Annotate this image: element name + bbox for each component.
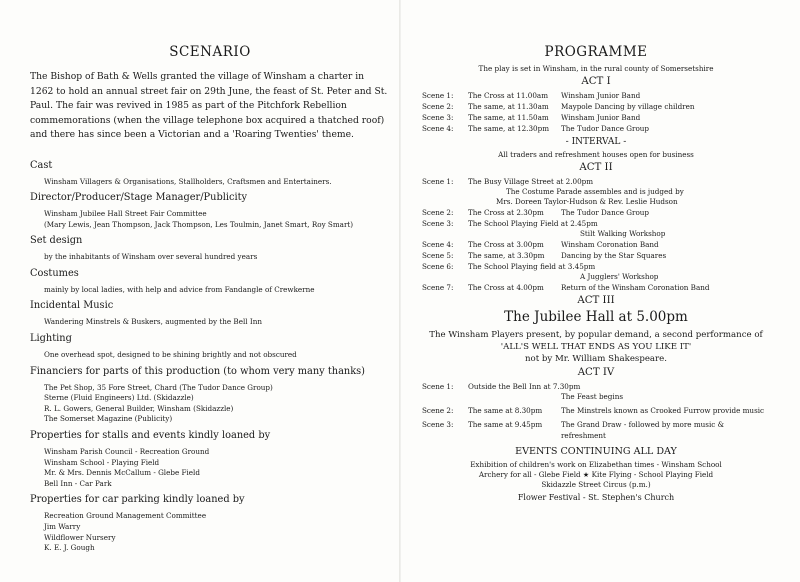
programme-setting: The play is set in Winsham, in the rural county of Somersetshire xyxy=(478,64,714,73)
act4-scene: Scene 1: Outside the Bell Inn at 7.30pm xyxy=(422,382,581,391)
act2-scene3-detail: Stilt Walking Workshop xyxy=(580,229,666,238)
act2-scene: Scene 6: The School Playing field at 3.45pm xyxy=(422,262,596,271)
act1-scene: Scene 4: The same, at 12.30pm The Tudor Dance Group xyxy=(422,124,650,133)
act4-title: ACT IV xyxy=(577,367,615,378)
section-item: Jim Warry xyxy=(44,522,81,531)
section-item: Winsham School - Playing Field xyxy=(44,457,160,467)
act2-scene: Scene 7: The Cross at 4.00pm Return of the Winsham Coronation Band xyxy=(422,283,710,292)
all-day-line: Exhibition of children's work on Elizabethan times - Winsham School xyxy=(470,460,722,469)
act3-line3: not by Mr. William Shakespeare. xyxy=(525,354,667,364)
section-item: Wildflower Nursery xyxy=(44,532,116,542)
act2-scene: Scene 5: The same, at 3.30pm Dancing by the Star Squares xyxy=(422,251,667,260)
section-item: Sterne (Fluid Engineers) Ltd. (Skidazzle) xyxy=(44,393,194,403)
section-heading: Properties for stalls and events kindly loaned by xyxy=(30,430,271,442)
section-item: Wandering Minstrels & Buskers, augmented by the Bell Inn xyxy=(44,317,262,327)
interval-note: All traders and refreshment houses open for business xyxy=(498,150,694,159)
interval-title: - INTERVAL - xyxy=(565,137,627,147)
section-item: Winsham Jubilee Hall Street Fair Committee xyxy=(44,209,207,219)
section-heading: Financiers for parts of this production (to whom very many thanks) xyxy=(30,365,366,377)
section-heading: Properties for car parking kindly loaned by xyxy=(30,494,245,506)
programme-title: PROGRAMME xyxy=(544,44,648,60)
act1-scene: Scene 1: The Cross at 11.00am Winsham Junior Band xyxy=(422,91,641,100)
section-item: Recreation Ground Management Committee xyxy=(44,511,207,521)
section-item: R. L. Gowers, General Builder, Winsham (Skidazzle) xyxy=(44,403,234,413)
act2-scene: Scene 1: The Busy Village Street at 2.00pm xyxy=(422,177,594,186)
act4-scene1-detail: The Feast begins xyxy=(561,392,624,401)
section-heading: Costumes xyxy=(30,267,79,279)
act4-scene: Scene 3: The same at 9.45pm The Grand Draw - followed by more music & refreshment xyxy=(422,420,724,440)
section-heading: Director/Producer/Stage Manager/Publicity xyxy=(30,192,248,204)
act1-scene: Scene 2: The same, at 11.30am Maypole Dancing by village children xyxy=(422,102,695,111)
section-item: Mr. & Mrs. Dennis McCallum - Glebe Field xyxy=(44,468,200,478)
section-heading: Incidental Music xyxy=(30,300,114,312)
all-day-line: Flower Festival - St. Stephen's Church xyxy=(517,493,675,502)
act2-scene1-judges: Mrs. Doreen Taylor-Hudson & Rev. Leslie Hudson xyxy=(496,197,678,206)
act4-scene: Scene 2: The same at 8.30pm The Minstrels known as Crooked Furrow provide music xyxy=(422,406,765,415)
section-item: Bell Inn - Car Park xyxy=(44,478,112,488)
scenario-title: SCENARIO xyxy=(169,44,251,60)
section-item: K. E. J. Gough xyxy=(44,543,95,553)
programme-page xyxy=(400,0,800,582)
act2-scene6-detail: A Jugglers' Workshop xyxy=(580,272,659,281)
act2-scene: Scene 2: The Cross at 2.30pm The Tudor Dance Group xyxy=(422,208,650,217)
section-heading: Set design xyxy=(30,235,83,247)
section-item: Winsham Parish Council - Recreation Ground xyxy=(44,447,210,457)
section-item: The Pet Shop, 35 Fore Street, Chard (The Tudor Dance Group) xyxy=(44,382,273,392)
act2-title: ACT II xyxy=(579,162,613,173)
section-item: mainly by local ladies, with help and advice from Fandangle of Crewkerne xyxy=(44,284,315,294)
all-day-line: Skidazzle Street Circus (p.m.) xyxy=(541,480,651,489)
act3-line1: The Winsham Players present, by popular demand, a second performance of xyxy=(429,330,763,340)
act3-venue: The Jubilee Hall at 5.00pm xyxy=(504,309,688,325)
section-item: Winsham Villagers & Organisations, Stallholders, Craftsmen and Entertainers. xyxy=(44,176,332,186)
act1-title: ACT I xyxy=(581,76,611,87)
section-item: (Mary Lewis, Jean Thompson, Jack Thompson, Les Toulmin, Janet Smart, Roy Smart) xyxy=(44,219,354,229)
section-item: One overhead spot, designed to be shining brightly and not obscured xyxy=(44,350,297,360)
scenario-intro: The Bishop of Bath & Wells granted the village of Winsham a charter in 1262 to hold an annual street fair on 29th June, the feast of St. Peter and St. Paul. The fair was revived in 1985 as part of the Pitchfork Rebellion commemorations (when the village telephone box acquired a thatched roof) and there has since been a Victorian and a 'Roaring Twenties' theme. xyxy=(30,71,388,140)
all-day-line: Archery for all - Glebe Field ★ Kite Flying - School Playing Field xyxy=(478,470,714,479)
act2-scene: Scene 4: The Cross at 3.00pm Winsham Coronation Band xyxy=(422,240,659,249)
act2-scene: Scene 3: The School Playing Field at 2.45pm xyxy=(422,219,598,228)
act3-line2: 'ALL'S WELL THAT ENDS AS YOU LIKE IT' xyxy=(500,342,692,352)
act1-scene: Scene 3: The same, at 11.50am Winsham Junior Band xyxy=(422,113,641,122)
section-heading: Cast xyxy=(30,159,53,171)
all-day-title: EVENTS CONTINUING ALL DAY xyxy=(515,446,677,457)
section-item: by the inhabitants of Winsham over several hundred years xyxy=(44,252,258,262)
act3-title: ACT III xyxy=(577,295,615,306)
section-item: The Somerset Magazine (Publicity) xyxy=(44,414,173,424)
section-heading: Lighting xyxy=(30,333,72,345)
act2-scene1-detail: The Costume Parade assembles and is judged by xyxy=(506,187,684,196)
